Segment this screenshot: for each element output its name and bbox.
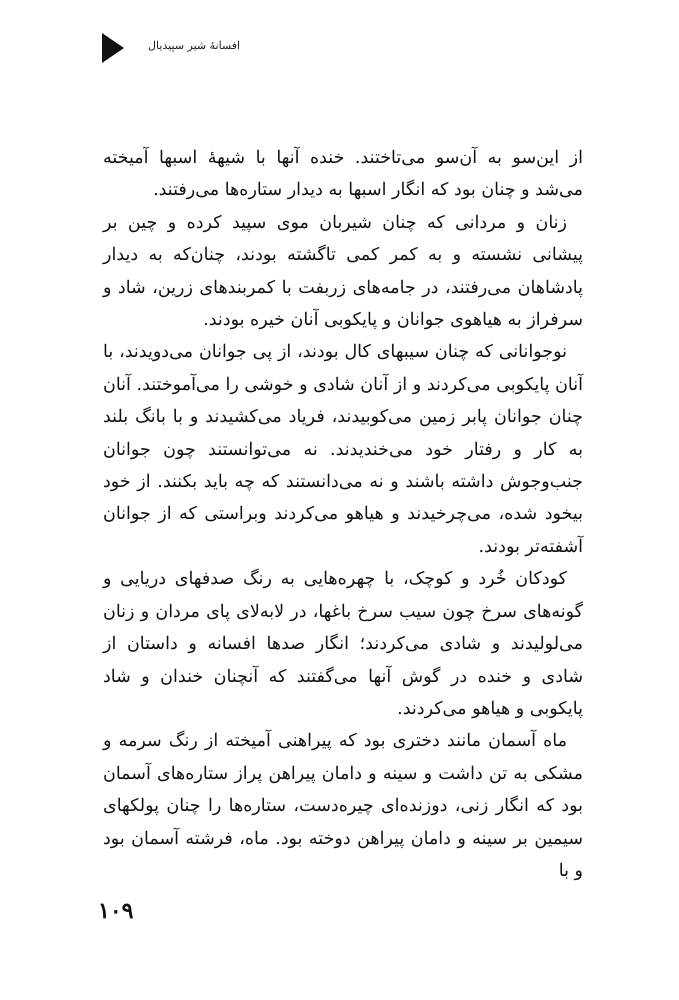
paragraph: نوجوانانی که چنان سیبهای کال بودند، از پی جوانان می‌دویدند، با آنان پایکوبی می‌کردند و از آنان شادی و خوشی را می‌آموختند. آنان چنان جوانان پابر زمین می‌کوبیدند، فریاد می‌کشیدند و با بانگ بلند به کار و رفتار خود می‌خندیدند. نه می‌توانستند چون جوانان جنب‌وجوش داشته باشند و نه می‌دانستند که چه باید بکنند. از خود بیخود شده، می‌چرخیدند و هیاهو می‌کردند وبراستی که از جوانان آشفته‌تر بودند. <box>103 342 583 557</box>
body-text <box>103 142 583 887</box>
running-header-title: افسانهٔ شیر سپیدیال <box>148 39 241 52</box>
paragraph: ماه آسمان مانند دختری بود که پیراهنی آمیخته از رنگ سرمه و مشکی به تن داشت و سینه و دامان پیراهن پراز ستاره‌های آسمان بود که انگار زنی، دوزنده‌ای چیره‌دست، ستاره‌ها را چنان پولکهای سیمین بر سینه و دامان پیراهن دوخته بود. ماه، فرشته آسمان بود و با <box>103 731 583 881</box>
paragraph: کودکان خُرد و کوچک، با چهره‌هایی به رنگ صدفهای دریایی و گونه‌های سرخ چون سیب سرخ باغها، در لابه‌لای پای مردان و زنان می‌لولیدند و شادی می‌کردند؛ انگار صدها افسانه و داستان از شادی و خنده در گوش آنها می‌گفتند که آنچنان خندان و شاد پایکوبی و هیاهو می‌کردند. <box>103 569 583 719</box>
triangle-right-icon <box>102 33 124 63</box>
page-number: ۱۰۹ <box>98 898 134 924</box>
paragraph: زنان و مردانی که چنان شیربان موی سپید کرده و چین بر پیشانی نشسته و به کمر کمی تاگشته بودند، چنان‌که به دیدار پادشاهان می‌رفتند، در جامه‌های زربفت با کمربندهای زرین، شاد و سرفراز به هیاهوی جوانان و پایکوبی آنان خیره بودند. <box>103 212 583 331</box>
paragraph: از این‌سو به آن‌سو می‌تاختند. خنده آنها با شیههٔ اسبها آمیخته می‌شد و چنان بود که انگار اسبها به دیدار ستاره‌ها می‌رفتند. <box>103 148 583 201</box>
